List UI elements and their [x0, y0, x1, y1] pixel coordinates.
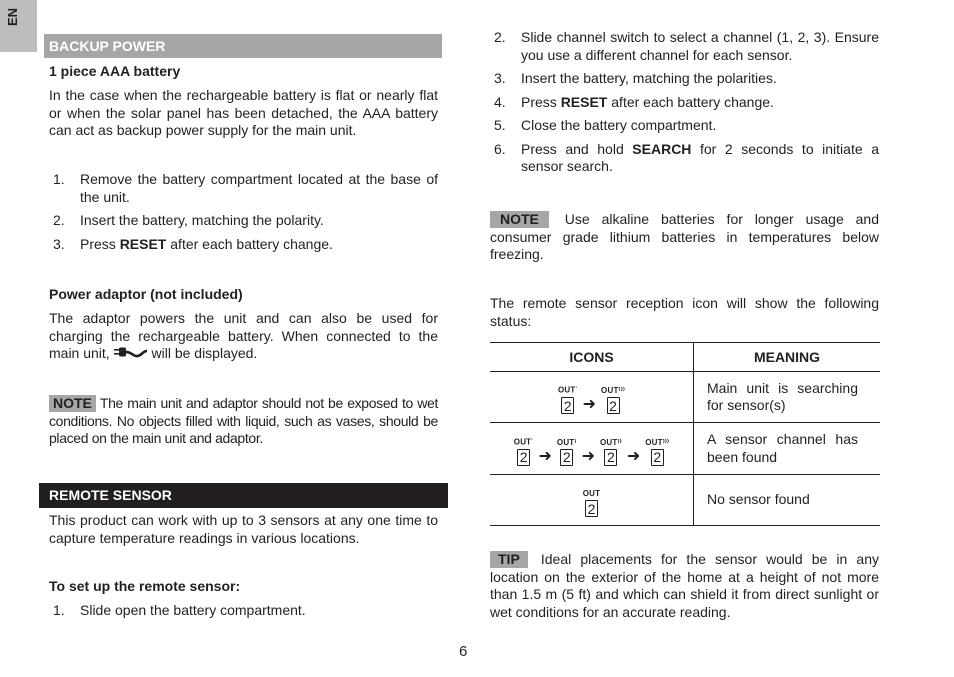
- list-number: 5.: [494, 117, 506, 133]
- list-item: [490, 94, 879, 112]
- adaptor-text: The adaptor powers the unit and can also be used for charging the rechargeable battery. When connected to the main unit,: [49, 310, 438, 361]
- out-sensor-signal-icon: OUT⁾⁾⁾ 2: [601, 386, 626, 414]
- list-number: 6.: [494, 140, 506, 157]
- list-number: 4.: [494, 93, 506, 110]
- no-sensor-icons: [490, 475, 694, 526]
- table-header-row: [490, 343, 880, 372]
- meaning-cell: A sensor channel has been found: [707, 431, 858, 465]
- out-sensor-signal-icon: OUT⁾ 2: [556, 437, 577, 465]
- remote-paragraph: This product can work with up to 3 sensors at any one time to capture temperature readings in various locations.: [49, 512, 438, 546]
- arrow-right-icon: ➜: [581, 447, 595, 465]
- list-number: 1.: [53, 171, 65, 187]
- out-sensor-icon: OUT· 2: [557, 385, 578, 414]
- left-note: [49, 395, 438, 448]
- note-badge: NOTE: [490, 211, 549, 228]
- page-number: 6: [459, 643, 468, 660]
- found-icons: [490, 423, 694, 475]
- meaning-column-header: MEANING: [753, 349, 821, 365]
- list-text: after each battery change.: [607, 93, 774, 110]
- remote-sensor-header: REMOTE SENSOR: [39, 483, 448, 508]
- backup-steps-list: [49, 171, 438, 253]
- list-text: for 2 seconds to initiate a sensor search.: [521, 140, 879, 174]
- tip-text: Ideal placements for the sensor would be in any location on the exterior of the home at a height of not more than 1.5 m (5 ft) and which can shield it from direct sunlight or wet conditions for an accurate reading.: [490, 551, 879, 620]
- list-item: [49, 212, 438, 230]
- adaptor-text: will be displayed.: [147, 345, 258, 361]
- table-row: [490, 475, 880, 526]
- list-item: [490, 70, 879, 88]
- list-number: 2.: [494, 29, 506, 45]
- note-text: The main unit and adaptor should not be exposed to wet conditions. No objects filled with liquid, such as vases, should be placed on the main unit and adaptor.: [49, 395, 438, 446]
- list-item: [490, 141, 879, 176]
- language-tab: EN: [0, 0, 37, 52]
- out-sensor-signal-icon: OUT⁾⁾⁾ 2: [645, 437, 670, 465]
- list-text: Remove the battery compartment located at the base of the unit.: [80, 171, 438, 205]
- list-text: Slide open the battery compartment.: [80, 602, 306, 618]
- backup-subheading: 1 piece AAA battery: [49, 63, 181, 79]
- icons-column-header: ICONS: [490, 343, 694, 372]
- list-text: Press: [521, 93, 561, 110]
- tip-badge: TIP: [490, 551, 528, 568]
- status-intro: The remote sensor reception icon will show the following status:: [490, 295, 879, 329]
- list-text: Slide channel switch to select a channel (1, 2, 3). Ensure you use a different channel for each sensor.: [521, 29, 879, 63]
- setup-subheading: To set up the remote sensor:: [49, 578, 241, 594]
- searching-icons: [490, 372, 694, 423]
- list-text: Insert the battery, matching the polarities.: [521, 70, 777, 86]
- setup-steps-list: [490, 29, 879, 176]
- list-number: 2.: [53, 212, 65, 228]
- table-row: [490, 423, 880, 475]
- note-text: Use alkaline batteries for longer usage and consumer grade lithium batteries in temperatures below freezing.: [490, 211, 880, 262]
- list-text: Insert the battery, matching the polarity.: [80, 212, 324, 228]
- reset-keyword: RESET: [119, 235, 167, 252]
- list-number: 3.: [494, 70, 506, 86]
- status-table: [490, 342, 880, 526]
- list-text: Press and hold: [521, 140, 633, 157]
- out-sensor-icon: OUT 2: [582, 489, 601, 517]
- adaptor-plug-icon: [114, 346, 148, 364]
- tip: [490, 551, 879, 621]
- adaptor-subheading: Power adaptor (not included): [49, 286, 243, 302]
- arrow-right-icon: ➜: [538, 447, 552, 465]
- search-keyword: SEARCH: [632, 140, 692, 157]
- adaptor-paragraph: [49, 310, 438, 363]
- meaning-cell: Main unit is searching for sensor(s): [707, 379, 858, 413]
- backup-paragraph: In the case when the rechargeable battery is flat or nearly flat or when the solar panel has been detached, the AAA battery can act as backup power supply for the main unit.: [49, 87, 438, 138]
- list-text: after each battery change.: [166, 235, 333, 252]
- note-badge: NOTE: [49, 395, 96, 412]
- table-row: [490, 372, 880, 423]
- list-text: Close the battery compartment.: [521, 117, 717, 133]
- list-text: Press: [80, 235, 120, 252]
- meaning-cell: No sensor found: [707, 491, 810, 508]
- arrow-right-icon: ➜: [582, 396, 597, 413]
- arrow-right-icon: ➜: [626, 447, 641, 465]
- list-item: [49, 236, 438, 254]
- list-number: 3.: [53, 235, 65, 252]
- backup-power-header: BACKUP POWER: [44, 34, 442, 58]
- list-item: [490, 29, 879, 64]
- reset-keyword: RESET: [560, 93, 608, 110]
- list-item: [490, 117, 879, 135]
- right-note: [490, 211, 879, 264]
- out-sensor-signal-icon: OUT⁾⁾ 2: [599, 437, 622, 465]
- list-item: [49, 171, 438, 206]
- out-sensor-icon: OUT· 2: [513, 436, 534, 465]
- list-number: 1.: [53, 602, 65, 618]
- list-item: [49, 602, 438, 620]
